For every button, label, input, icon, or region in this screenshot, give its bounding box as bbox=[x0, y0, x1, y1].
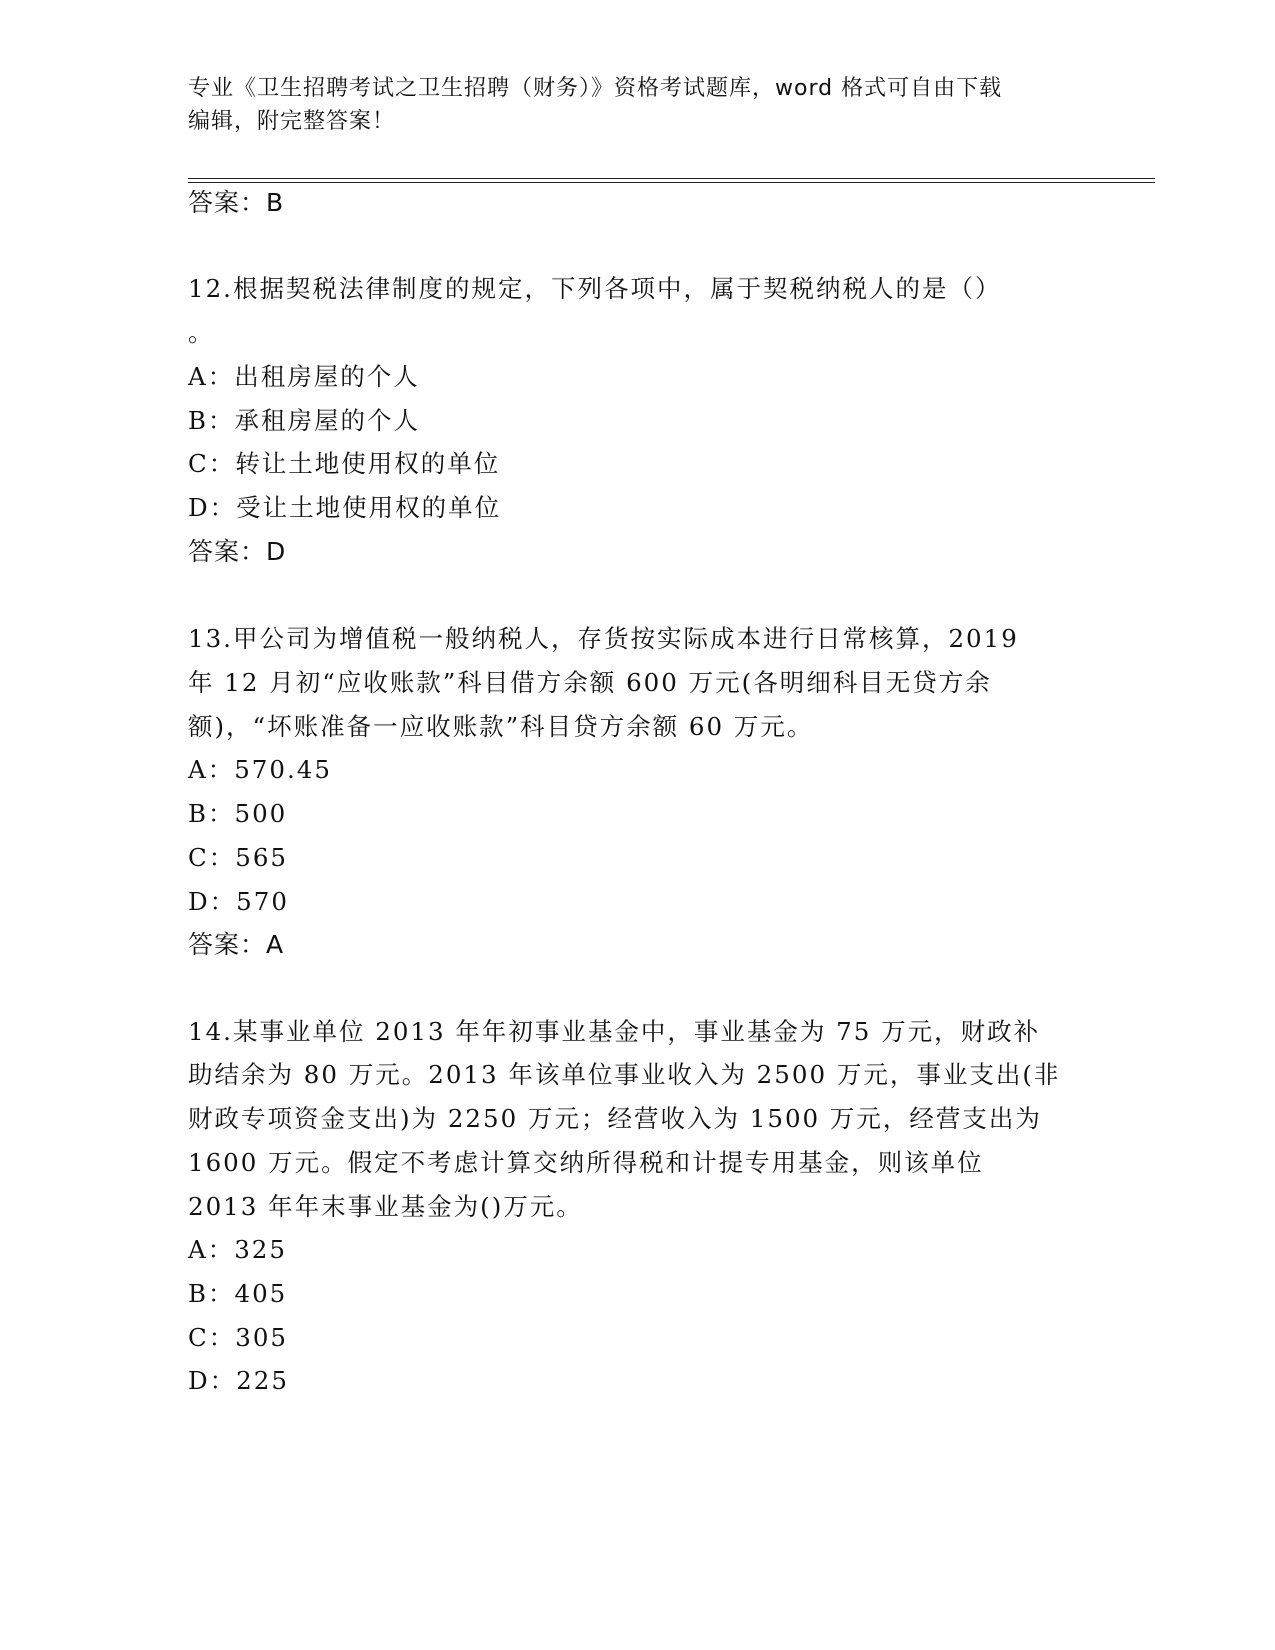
q12-option-d: D：受让土地使用权的单位 bbox=[188, 493, 502, 522]
page-header bbox=[188, 72, 1088, 138]
q14-option-c: C：305 bbox=[188, 1323, 289, 1352]
answer-q12: 答案：D bbox=[188, 537, 287, 566]
answer-q11: 答案：B bbox=[188, 188, 285, 217]
header-line-2: 编辑，附完整答案！ bbox=[188, 109, 396, 134]
q12-option-b: B：承租房屋的个人 bbox=[188, 406, 421, 435]
q13-option-c: C：565 bbox=[188, 843, 289, 872]
header-line-1: 专业《卫生招聘考试之卫生招聘（财务）》资格考试题库，word 格式可自由下载 bbox=[188, 76, 1003, 101]
q14-stem-line-3: 财政专项资金支出)为 2250 万元；经营收入为 1500 万元，经营支出为 bbox=[188, 1104, 1042, 1133]
q12-option-a: A：出租房屋的个人 bbox=[188, 362, 420, 391]
q14-stem-line-2: 助结余为 80 万元。2013 年该单位事业收入为 2500 万元，事业支出(非 bbox=[188, 1060, 1061, 1089]
q13-option-a: A：570.45 bbox=[188, 755, 332, 784]
q14-stem-line-4: 1600 万元。假定不考虑计算交纳所得税和计提专用基金，则该单位 bbox=[188, 1148, 984, 1177]
q14-stem-line-1: 14.某事业单位 2013 年年初事业基金中，事业基金为 75 万元，财政补 bbox=[188, 1017, 1041, 1046]
q14-option-d: D：225 bbox=[188, 1366, 289, 1395]
answer-q13: 答案：A bbox=[188, 930, 285, 959]
q13-stem-line-3: 额)，“坏账准备一应收账款”科目贷方余额 60 万元。 bbox=[188, 712, 814, 741]
q14-stem-line-5: 2013 年年末事业基金为()万元。 bbox=[188, 1192, 583, 1221]
q13-option-d: D：570 bbox=[188, 887, 289, 916]
header-divider-top bbox=[188, 178, 1155, 179]
q14-option-b: B：405 bbox=[188, 1279, 288, 1308]
q14-option-a: A：325 bbox=[188, 1235, 287, 1264]
q12-option-c: C：转让土地使用权的单位 bbox=[188, 449, 501, 478]
q13-option-b: B：500 bbox=[188, 799, 288, 828]
q12-stem-line-2: 。 bbox=[188, 318, 215, 347]
q13-stem-line-2: 年 12 月初“应收账款”科目借方余额 600 万元(各明细科目无贷方余 bbox=[188, 668, 992, 697]
q12-stem-line-1: 12.根据契税法律制度的规定，下列各项中，属于契税纳税人的是（） bbox=[188, 274, 1002, 303]
header-divider-bottom bbox=[188, 182, 1155, 183]
q13-stem-line-1: 13.甲公司为增值税一般纳税人，存货按实际成本进行日常核算，2019 bbox=[188, 624, 1019, 653]
